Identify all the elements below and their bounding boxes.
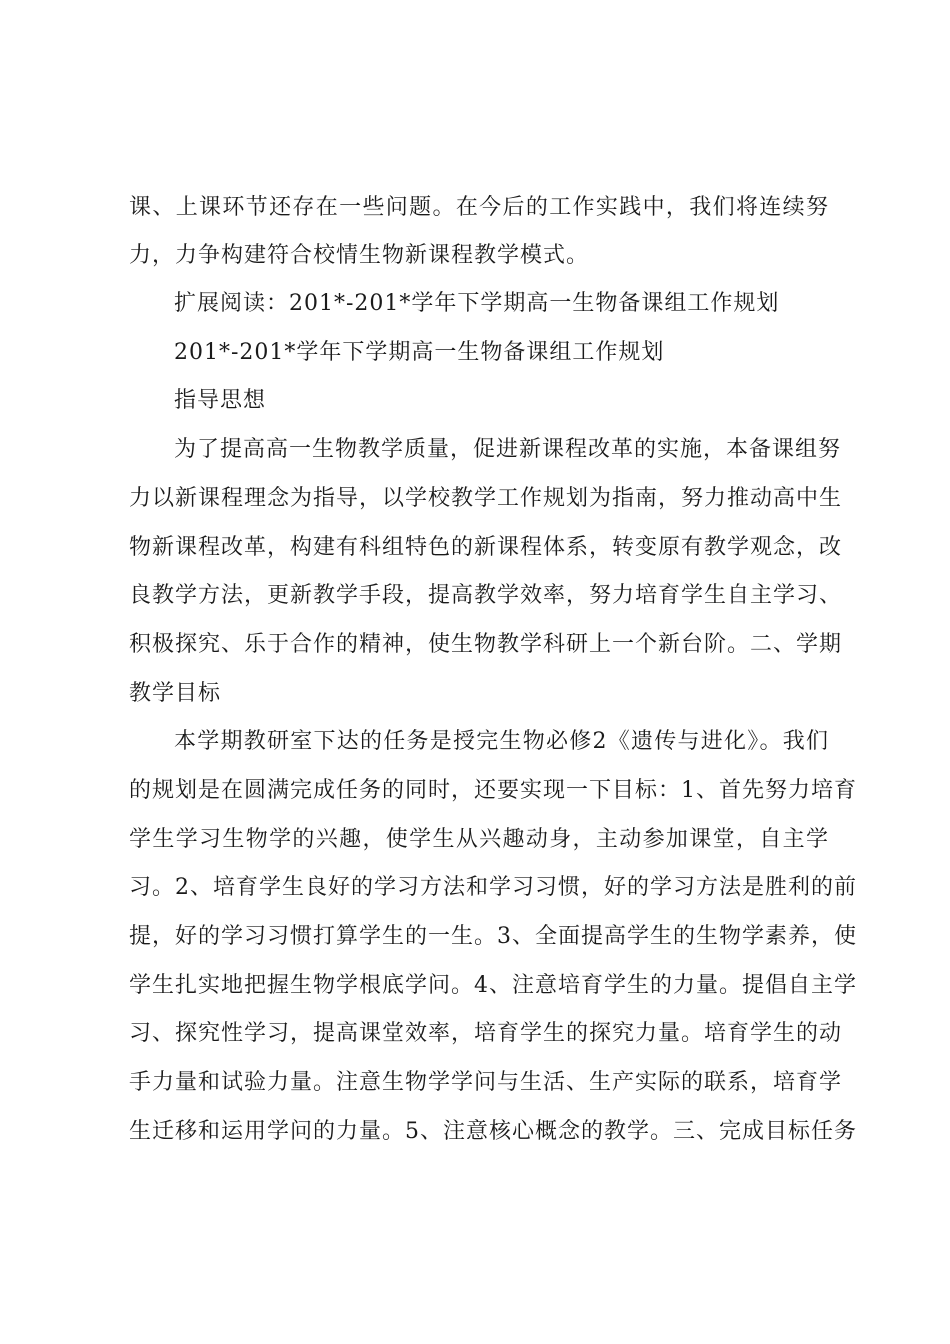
text-line-17: 学生扎实地把握生物学根底学问。4、注意培育学生的力量。提倡自主学 [129,973,857,998]
text-line-19: 手力量和试验力量。注意生物学学问与生活、生产实际的联系，培育学 [129,1070,843,1095]
section-heading-guiding-ideology: 指导思想 [174,388,267,413]
text-line-9: 良教学方法，更新教学手段，提高教学效率，努力培育学生自主学习、 [129,583,843,608]
text-line-2: 力，力争构建符合校情生物新课程教学模式。 [129,243,590,268]
text-line-18: 习、探究性学习，提高课堂效率，培育学生的探究力量。培育学生的动 [129,1021,843,1046]
text-line-16: 提，好的学习习惯打算学生的一生。3、全面提高学生的生物学素养，使 [129,924,857,949]
plan-title: 201*-201*学年下学期高一生物备课组工作规划 [174,340,665,365]
text-line-12: 本学期教研室下达的任务是授完生物必修2《遗传与进化》。我们 [174,729,829,754]
text-line-8: 物新课程改革，构建有科组特色的新课程体系，转变原有教学观念，改 [129,535,843,560]
text-line-15: 习。2、培育学生良好的学习方法和学习习惯，好的学习方法是胜利的前 [129,875,857,900]
text-line-6: 为了提高高一生物教学质量，促进新课程改革的实施，本备课组努 [174,437,842,462]
text-line-10: 积极探究、乐于合作的精神，使生物教学科研上一个新台阶。二、学期 [129,632,843,657]
text-line-14: 学生学习生物学的兴趣，使学生从兴趣动身，主动参加课堂，自主学 [129,827,829,852]
text-line-13: 的规划是在圆满完成任务的同时，还要实现一下目标：1、首先努力培育 [129,778,857,803]
text-line-20: 生迁移和运用学问的力量。5、注意核心概念的教学。三、完成目标任务 [129,1119,857,1144]
text-line-11: 教学目标 [129,681,222,706]
text-line-1: 课、上课环节还存在一些问题。在今后的工作实践中，我们将连续努 [129,195,829,220]
extended-reading-line: 扩展阅读：201*-201*学年下学期高一生物备课组工作规划 [174,291,780,316]
text-line-7: 力以新课程理念为指导，以学校教学工作规划为指南，努力推动高中生 [129,486,843,511]
